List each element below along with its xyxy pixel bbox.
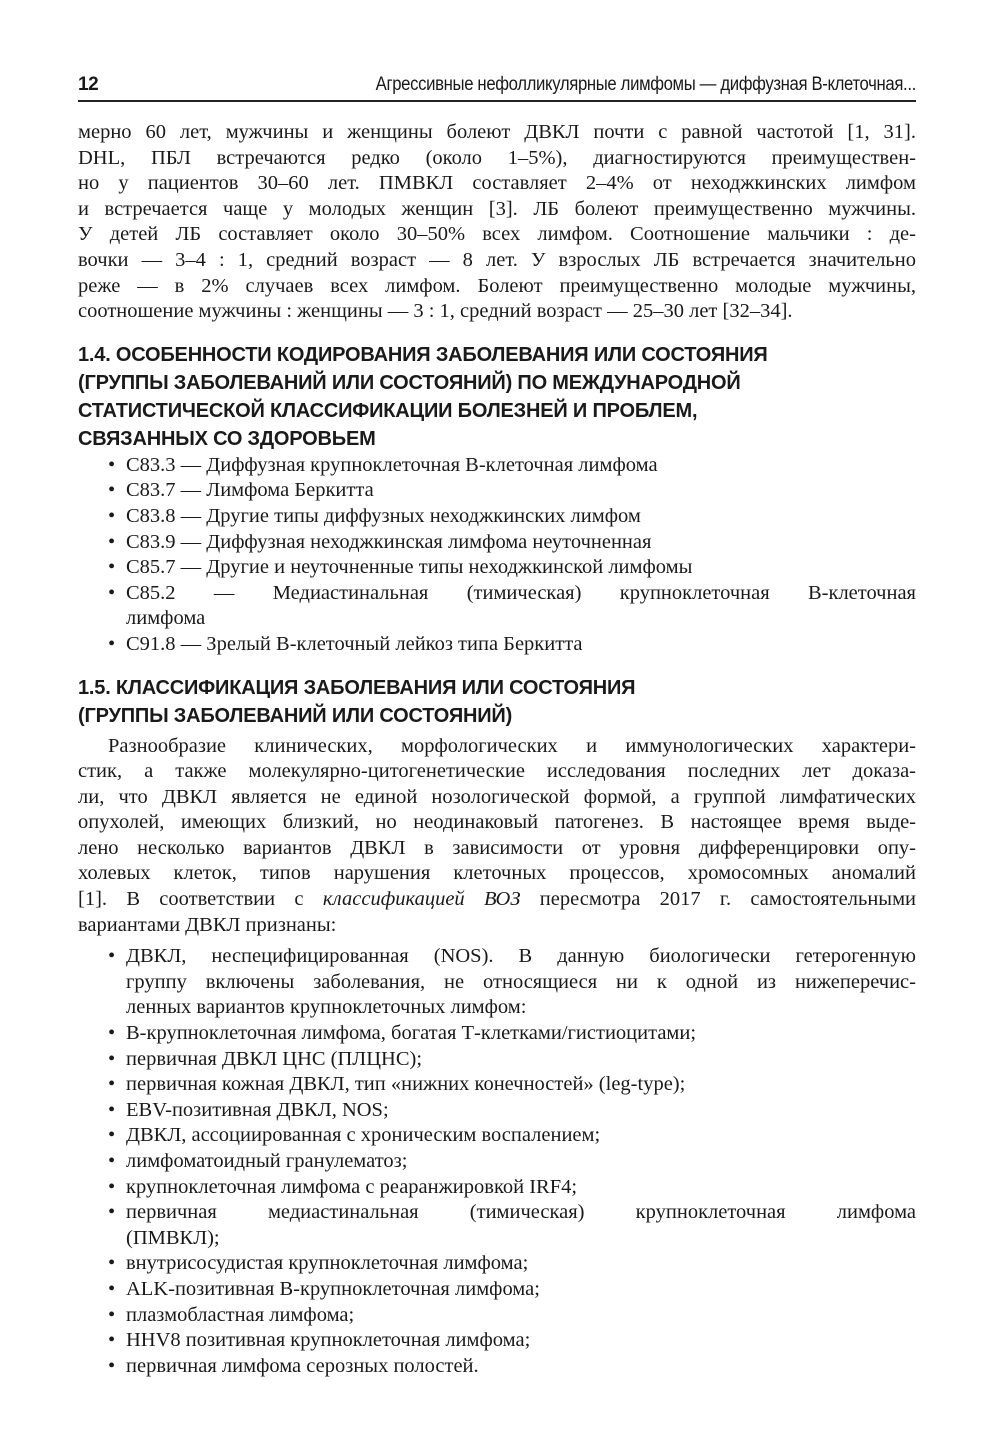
text-line: но у пациентов 30–60 лет. ПМВКЛ составляет 2–4% от неходжкинских лимфом <box>78 172 916 195</box>
section-1-5-heading <box>78 674 916 730</box>
text-line: вочки — 3–4 : 1, средний возраст — 8 лет. У взрослых ЛБ встречается значительно <box>78 248 916 271</box>
text-line: мерно 60 лет, мужчины и женщины болеют ДВКЛ почти с равной частотой [1, 31]. <box>78 121 916 143</box>
page-number: 12 <box>78 74 99 95</box>
text-line: первичная кожная ДВКЛ, тип «нижних конечностей» (leg-type); <box>126 1073 686 1096</box>
text-line: Разнообразие клинических, морфологических и иммунологических характери- <box>108 734 916 757</box>
bullet-icon: • <box>108 1150 116 1172</box>
bullet-icon: • <box>108 1329 116 1352</box>
text-line: C91.8 — Зрелый В-клеточный лейкоз типа Беркитта <box>126 632 583 655</box>
bullet-icon: • <box>108 945 116 968</box>
bullet-icon: • <box>108 530 116 553</box>
list-item <box>78 478 916 504</box>
running-title: Агрессивные нефолликулярные лимфомы — диффузная В-клеточная... <box>375 74 916 95</box>
text-line: ленных вариантов крупноклеточных лимфом: <box>126 996 527 1019</box>
heading-line: (ГРУППЫ ЗАБОЛЕВАНИЙ ИЛИ СОСТОЯНИЙ) <box>78 704 513 727</box>
bullet-icon: • <box>108 453 116 476</box>
list-item <box>78 1149 916 1175</box>
bullet-icon: • <box>108 1201 116 1224</box>
bullet-icon: • <box>108 1073 116 1096</box>
text-line: первичная медиастинальная (тимическая) крупноклеточная лимфома <box>126 1201 916 1224</box>
dlbcl-variant-list <box>78 944 916 1379</box>
text-line: C83.3 — Диффузная крупноклеточная В-клеточная лимфома <box>126 453 658 476</box>
list-item <box>78 1328 916 1354</box>
classification-paragraph <box>78 734 916 939</box>
text-line: и встречается чаще у молодых женщин [3]. ЛБ болеют преимущественно мужчины. <box>78 197 916 220</box>
text-line: (ПМВКЛ); <box>126 1226 220 1249</box>
document-page <box>78 70 916 1379</box>
text-line: HHV8 позитивная крупноклеточная лимфома; <box>126 1329 531 1352</box>
text-line: стик, а также молекулярно-цитогенетические исследования последних лет доказа- <box>78 760 916 783</box>
list-item <box>78 1251 916 1277</box>
text-line: холевых клеток, типов нарушения клеточных процессов, хромосомных аномалий <box>78 862 916 885</box>
list-item <box>78 632 916 658</box>
list-item <box>78 1277 916 1303</box>
list-item <box>78 1123 916 1149</box>
bullet-icon: • <box>108 1022 116 1045</box>
heading-line: СВЯЗАННЫХ СО ЗДОРОВЬЕМ <box>78 427 376 450</box>
bullet-icon: • <box>108 556 116 579</box>
text-line: [1]. В соответствии с классификацией ВОЗ пересмотра 2017 г. самостоятельными <box>78 888 917 911</box>
text-line: лимфома <box>126 607 206 630</box>
text-line: внутрисосудистая крупноклеточная лимфома; <box>126 1252 529 1275</box>
heading-line: 1.5. КЛАССИФИКАЦИЯ ЗАБОЛЕВАНИЯ ИЛИ СОСТОЯНИЯ <box>78 676 636 699</box>
list-item <box>78 1354 916 1380</box>
emphasis: классификацией ВОЗ <box>322 888 521 911</box>
list-item <box>78 1021 916 1047</box>
bullet-icon: • <box>108 504 116 527</box>
bullet-icon: • <box>108 1047 116 1070</box>
list-item <box>78 504 916 530</box>
text-line: вариантами ДВКЛ признаны: <box>78 913 337 936</box>
text-line: DHL, ПБЛ встречаются редко (около 1–5%), диагностируются преимуществен- <box>78 146 916 169</box>
bullet-icon: • <box>108 1303 116 1326</box>
text-line: ДВКЛ, ассоциированная с хроническим воспалением; <box>126 1124 601 1147</box>
text-line: В-крупноклеточная лимфома, богатая Т-клетками/гистиоцитами; <box>126 1022 697 1045</box>
text-line: первичная ДВКЛ ЦНС (ПЛЦНС); <box>126 1047 423 1070</box>
list-item <box>78 1175 916 1201</box>
bullet-icon: • <box>108 1277 116 1300</box>
text-line: первичная лимфома серозных полостей. <box>126 1354 479 1377</box>
bullet-icon: • <box>108 581 116 604</box>
text-line: лено несколько вариантов ДВКЛ в зависимости от уровня дифференцировки опу- <box>78 836 916 859</box>
text-line: ALK-позитивная В-крупноклеточная лимфома; <box>126 1277 540 1300</box>
list-item <box>78 1072 916 1098</box>
text-line: У детей ЛБ составляет около 30–50% всех лимфом. Соотношение мальчики : де- <box>78 223 916 246</box>
heading-line: СТАТИСТИЧЕСКОЙ КЛАССИФИКАЦИИ БОЛЕЗНЕЙ И ПРОБЛЕМ, <box>78 399 698 422</box>
running-header <box>78 70 916 102</box>
bullet-icon: • <box>108 479 116 502</box>
list-item <box>78 555 916 581</box>
text-line: крупноклеточная лимфома с реаранжировкой IRF4; <box>126 1175 578 1198</box>
text-line: группу включены заболевания, не относящиеся ни к одной из нижеперечис- <box>126 970 916 993</box>
text-line: EBV-позитивная ДВКЛ, NOS; <box>126 1098 389 1121</box>
bullet-icon: • <box>108 1124 116 1147</box>
list-item <box>78 1200 916 1251</box>
text-line: соотношение мужчины : женщины — 3 : 1, средний возраст — 25–30 лет [32–34]. <box>78 300 793 323</box>
list-item <box>78 1047 916 1073</box>
text-line: C85.7 — Другие и неуточненные типы неходжкинской лимфомы <box>126 556 693 579</box>
list-item <box>78 1303 916 1329</box>
text-line: C83.8 — Другие типы диффузных неходжкинских лимфом <box>126 504 641 527</box>
text-line: реже — в 2% случаев всех лимфом. Болеют преимущественно молодые мужчины, <box>78 274 916 297</box>
text-line: C85.2 — Медиастинальная (тимическая) крупноклеточная В-клеточная <box>126 581 916 604</box>
section-1-4-heading <box>78 341 916 453</box>
bullet-icon: • <box>108 1252 116 1275</box>
icd-code-list <box>78 453 916 658</box>
text-line: лимфоматоидный гранулематоз; <box>126 1150 408 1172</box>
heading-line: (ГРУППЫ ЗАБОЛЕВАНИЙ ИЛИ СОСТОЯНИЙ) ПО МЕЖДУНАРОДНОЙ <box>78 371 741 394</box>
intro-paragraph <box>78 120 916 325</box>
heading-line: 1.4. ОСОБЕННОСТИ КОДИРОВАНИЯ ЗАБОЛЕВАНИЯ ИЛИ СОСТОЯНИЯ <box>78 343 768 366</box>
list-item <box>78 581 916 632</box>
text-line: ли, что ДВКЛ является не единой нозологической формой, а группой лимфатических <box>78 785 916 808</box>
text-line: C83.7 — Лимфома Беркитта <box>126 479 374 502</box>
text-line: ДВКЛ, неспецифицированная (NOS). В данную биологически гетерогенную <box>126 945 916 968</box>
bullet-icon: • <box>108 1098 116 1121</box>
list-item <box>78 530 916 556</box>
list-item <box>78 453 916 479</box>
bullet-icon: • <box>108 632 116 655</box>
text-line: опухолей, имеющих близкий, но неодинаковый патогенез. В настоящее время выде- <box>78 811 916 834</box>
text-line: плазмобластная лимфома; <box>126 1303 355 1326</box>
list-item <box>78 944 916 1021</box>
list-item <box>78 1098 916 1124</box>
bullet-icon: • <box>108 1175 116 1198</box>
bullet-icon: • <box>108 1354 116 1377</box>
text-line: C83.9 — Диффузная неходжкинская лимфома неуточненная <box>126 530 652 553</box>
